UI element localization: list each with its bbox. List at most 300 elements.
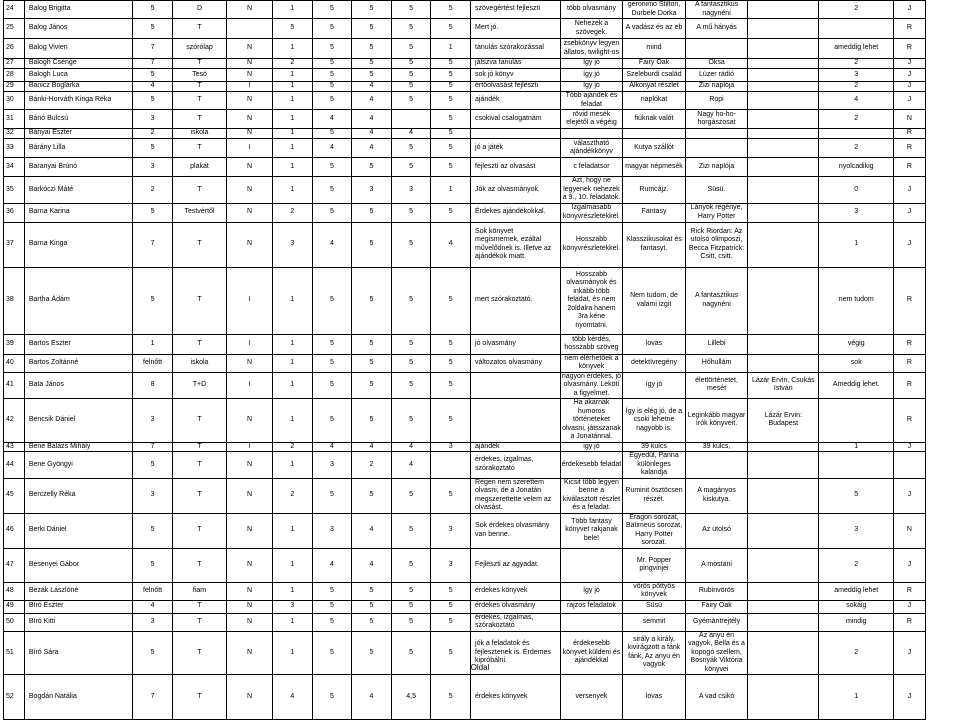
name-cell: Bene Gyöngyi <box>24 452 132 479</box>
table-cell: nem elérhetőek a könyvek <box>560 354 623 372</box>
table-cell: N <box>227 59 273 69</box>
table-cell: Fejleszti az agyadat. <box>471 548 561 582</box>
table-cell <box>748 222 819 267</box>
name-cell: Bata János <box>24 372 132 399</box>
table-cell <box>819 452 894 479</box>
table-cell: Nem tudom, de valami izgit <box>623 267 686 334</box>
table-cell: 7 <box>133 222 173 267</box>
table-body <box>4 1 957 720</box>
table-cell <box>471 399 561 443</box>
row-number-cell: 24 <box>4 1 25 19</box>
table-cell: 5 <box>352 59 392 69</box>
table-cell: Rick Riordan: Az utolsó olimposzi, Becca Fitzpatrick: Csitt, csitt. <box>685 222 748 267</box>
name-cell: Balog Brigitta <box>24 1 132 19</box>
table-cell: 5 <box>431 69 471 82</box>
table-cell: T <box>172 399 226 443</box>
table-cell: 5 <box>312 19 352 39</box>
table-cell: geronimo Stilton, Durbele Dorka <box>623 1 686 19</box>
table-cell: végig <box>819 334 894 354</box>
table-row <box>4 613 957 631</box>
table-cell: 5 <box>133 267 173 334</box>
table-cell: Fairy Oak <box>623 59 686 69</box>
table-cell <box>748 267 819 334</box>
table-cell: 5 <box>312 59 352 69</box>
table-cell: R <box>894 399 925 443</box>
name-cell: Barkóczi Máté <box>24 177 132 204</box>
table-cell: 4 <box>352 110 392 129</box>
table-cell <box>748 139 819 158</box>
table-cell: 1 <box>272 110 312 129</box>
table-cell: 3 <box>312 452 352 479</box>
table-cell: 1 <box>819 442 894 452</box>
table-cell: R <box>894 139 925 158</box>
table-cell: T <box>172 631 226 675</box>
table-cell: 5 <box>133 1 173 19</box>
table-cell: R <box>894 158 925 177</box>
table-cell: D <box>172 1 226 19</box>
name-cell: Baranyai Brúnó <box>24 158 132 177</box>
table-cell: 5 <box>431 354 471 372</box>
table-cell: 2 <box>272 203 312 222</box>
name-cell: Balogh Luca <box>24 69 132 82</box>
table-cell: 4 <box>352 442 392 452</box>
table-cell: 5 <box>312 613 352 631</box>
table-cell: 1 <box>272 39 312 59</box>
table-cell: Testvértől <box>172 203 226 222</box>
table-cell: Így is elég jó, de a csoki lehetne nagyobb is. <box>623 399 686 443</box>
name-cell: Balogh Csenge <box>24 59 132 69</box>
table-cell: így jó <box>623 372 686 399</box>
table-cell: 1 <box>272 452 312 479</box>
table-cell: T <box>172 675 226 720</box>
table-cell <box>748 478 819 513</box>
table-cell: érdekes olvasmány <box>471 600 561 613</box>
table-cell: 5 <box>352 334 392 354</box>
table-cell <box>685 39 748 59</box>
table-cell: 5 <box>133 139 173 158</box>
table-cell: naplókat <box>623 92 686 110</box>
table-cell: Tesó <box>172 69 226 82</box>
name-cell: Bencsik Dániel <box>24 399 132 443</box>
row-number-cell: 46 <box>4 513 25 548</box>
table-cell <box>748 19 819 39</box>
table-cell: Ruminit ösztöcsen részét. <box>623 478 686 513</box>
table-row <box>4 222 957 267</box>
row-number-cell: 41 <box>4 372 25 399</box>
table-cell: Hosszabb könyvrészletekkel. <box>560 222 623 267</box>
table-cell: Sok könyvet megismernek, ezáltal művelődnek is. Illetve az ajándékok miatt. <box>471 222 561 267</box>
table-cell: sok jó könyv <box>471 69 561 82</box>
table-cell: N <box>894 110 925 129</box>
table-cell: érdekes, izgalmas, szórakoztató <box>471 452 561 479</box>
table-cell <box>227 19 273 39</box>
table-cell <box>748 110 819 129</box>
table-cell: 5 <box>352 399 392 443</box>
table-cell: 5 <box>352 158 392 177</box>
table-cell: 5 <box>312 399 352 443</box>
table-cell: R <box>894 334 925 354</box>
table-cell: Izgalmasabb könyvrészletekkel. <box>560 203 623 222</box>
table-cell: N <box>227 478 273 513</box>
table-cell: T <box>172 177 226 204</box>
table-cell: Azt, hogy ne legyenek nehezek a 9., 10. feladatok. <box>560 177 623 204</box>
table-cell: jó a játék <box>471 139 561 158</box>
table-cell: iskola <box>172 129 226 139</box>
table-cell: 2 <box>272 59 312 69</box>
table-cell: Hőhullám <box>685 354 748 372</box>
table-cell: R <box>894 19 925 39</box>
table-cell: T <box>172 442 226 452</box>
table-cell: ajándék <box>471 442 561 452</box>
table-cell: 5 <box>391 69 431 82</box>
table-cell: 5 <box>312 267 352 334</box>
table-cell: I <box>227 267 273 334</box>
table-cell: rajzos feladatok <box>560 600 623 613</box>
table-cell <box>748 129 819 139</box>
name-cell: Balog Vivien <box>24 39 132 59</box>
table-cell: N <box>227 222 273 267</box>
table-cell: 4,5 <box>391 675 431 720</box>
table-cell <box>819 19 894 39</box>
table-cell: 5 <box>352 582 392 600</box>
table-cell: Lúzer rádió <box>685 69 748 82</box>
name-cell: Barna Kinga <box>24 222 132 267</box>
row-number-cell: 40 <box>4 354 25 372</box>
table-cell: 5 <box>312 39 352 59</box>
table-cell: 7 <box>133 675 173 720</box>
table-cell: 3 <box>133 613 173 631</box>
table-cell: 5 <box>391 354 431 372</box>
table-cell: Nehezek a szövegek. <box>560 19 623 39</box>
table-cell: fiam <box>172 582 226 600</box>
table-cell: 5 <box>431 582 471 600</box>
table-cell: Ameddig lehet. <box>819 372 894 399</box>
table-cell: Több fantasy könyvet rakjanak bele! <box>560 513 623 548</box>
table-cell: T <box>172 82 226 92</box>
table-cell: 5 <box>391 222 431 267</box>
table-cell: R <box>894 372 925 399</box>
table-cell: 5 <box>431 92 471 110</box>
table-cell: 5 <box>133 548 173 582</box>
table-cell: T <box>172 600 226 613</box>
table-row <box>4 354 957 372</box>
table-cell: Nagy ho-ho-horgászosat <box>685 110 748 129</box>
table-cell: 3 <box>133 110 173 129</box>
table-row <box>4 82 957 92</box>
table-cell: J <box>894 442 925 452</box>
table-cell: rövid mesék elejétől a végéig <box>560 110 623 129</box>
table-cell: Lázár Ervin, Csukás István <box>748 372 819 399</box>
table-cell: 5 <box>312 334 352 354</box>
table-cell: 5 <box>133 19 173 39</box>
table-cell: Eragon sorozat, Batimeus sorozat, Harry Potter sorozat. <box>623 513 686 548</box>
table-cell: 5 <box>431 158 471 177</box>
table-cell <box>748 203 819 222</box>
table-cell <box>748 39 819 59</box>
table-cell: T <box>172 548 226 582</box>
table-cell: fiúknak valót <box>623 110 686 129</box>
table-row <box>4 675 957 720</box>
table-cell: 5 <box>312 129 352 139</box>
table-cell: 5 <box>431 139 471 158</box>
table-cell: 5 <box>312 372 352 399</box>
table-cell: 5 <box>431 675 471 720</box>
table-cell: 5 <box>431 19 471 39</box>
table-cell: Mert jó. <box>471 19 561 39</box>
table-cell: R <box>894 613 925 631</box>
table-cell: Szeleburdi család <box>623 69 686 82</box>
table-cell: 5 <box>391 600 431 613</box>
table-cell: 5 <box>391 613 431 631</box>
table-cell: 5 <box>352 203 392 222</box>
table-cell: iskola <box>172 354 226 372</box>
name-cell: Berczelly Réka <box>24 478 132 513</box>
table-cell: 2 <box>819 1 894 19</box>
table-cell: 1 <box>272 548 312 582</box>
table-cell: T <box>172 222 226 267</box>
table-row <box>4 582 957 600</box>
table-cell: T <box>172 19 226 39</box>
table-cell: vörös pöttyös könyvek <box>623 582 686 600</box>
table-cell: 5 <box>391 582 431 600</box>
name-cell: Bogdán Natália <box>24 675 132 720</box>
table-cell: I <box>227 139 273 158</box>
table-cell: J <box>894 478 925 513</box>
table-cell: lovas <box>623 675 686 720</box>
table-cell: 5 <box>352 39 392 59</box>
row-number-cell: 28 <box>4 69 25 82</box>
table-cell: N <box>227 203 273 222</box>
table-cell: 4 <box>133 600 173 613</box>
table-row <box>4 69 957 82</box>
table-cell: c feladatsor <box>560 158 623 177</box>
table-cell: N <box>227 548 273 582</box>
table-cell: 1 <box>272 631 312 675</box>
table-row <box>4 158 957 177</box>
table-cell: mindig <box>819 613 894 631</box>
table-cell: 4 <box>391 442 431 452</box>
table-cell: 5 <box>352 69 392 82</box>
table-cell: értőolvasást fejleszti <box>471 82 561 92</box>
table-cell: érdekesebb feladat <box>560 452 623 479</box>
table-cell: Ha akarnak humoros történeteket olvasni, játsszanak a Jonatánnal. <box>562 399 621 440</box>
table-row <box>4 1 957 19</box>
table-row <box>4 267 957 334</box>
table-cell: 5 <box>312 582 352 600</box>
table-cell: 7 <box>133 59 173 69</box>
table-cell: N <box>227 631 273 675</box>
table-cell: 4 <box>352 139 392 158</box>
table-cell: érdekesebb könyvet küldeni és ajándékkal <box>560 631 623 675</box>
table-cell: 4 <box>352 675 392 720</box>
name-cell: Bíró Eszter <box>24 600 132 613</box>
table-cell: 5 <box>819 478 894 513</box>
table-cell: 3 <box>431 513 471 548</box>
table-cell: 4 <box>272 675 312 720</box>
table-cell: 5 <box>133 513 173 548</box>
table-cell: 5 <box>431 59 471 69</box>
table-cell: I <box>227 372 273 399</box>
table-row <box>4 139 957 158</box>
table-cell: R <box>894 129 925 139</box>
table-cell <box>560 548 623 582</box>
table-cell: 5 <box>352 354 392 372</box>
table-cell: 2 <box>133 177 173 204</box>
table-cell: N <box>227 158 273 177</box>
table-cell: 2 <box>819 548 894 582</box>
table-row <box>4 452 957 479</box>
table-cell: 5 <box>352 600 392 613</box>
table-cell: 5 <box>352 613 392 631</box>
table-cell: több kérdés, hosszabb szöveg <box>560 334 623 354</box>
table-cell: Kicsit több legyen benne a kiválasztott részlet és a feladat. <box>560 478 623 513</box>
table-cell: játszva tanulás <box>471 59 561 69</box>
table-cell: N <box>227 92 273 110</box>
table-cell: érdekes könyvek <box>471 675 561 720</box>
row-number-cell: 38 <box>4 267 25 334</box>
table-cell: 39 kulcs, <box>685 442 748 452</box>
table-cell: 5 <box>431 110 471 129</box>
table-cell: 4 <box>352 513 392 548</box>
name-cell: Bíró Sára <box>24 631 132 675</box>
table-cell: 1 <box>272 334 312 354</box>
table-cell: 4 <box>133 82 173 92</box>
table-cell: 3 <box>819 69 894 82</box>
table-cell: A fantasztikus nagynéni <box>685 267 748 334</box>
name-cell: Balog János <box>24 19 132 39</box>
table-cell: 5 <box>312 675 352 720</box>
page-footer: Oldal <box>470 663 490 672</box>
table-cell: 5 <box>352 478 392 513</box>
table-cell: 5 <box>391 372 431 399</box>
table-cell <box>748 452 819 479</box>
table-cell: 1 <box>819 222 894 267</box>
table-cell: 3 <box>133 478 173 513</box>
name-cell: Bene Balázs Mihály <box>24 442 132 452</box>
table-row <box>4 372 957 399</box>
table-cell: N <box>227 177 273 204</box>
table-cell: 4 <box>352 92 392 110</box>
table-cell: Klasszikusokat és fantasyt. <box>623 222 686 267</box>
table-row <box>4 399 957 443</box>
table-cell: T <box>172 452 226 479</box>
table-cell <box>748 442 819 452</box>
table-cell: J <box>894 203 925 222</box>
table-cell: J <box>894 631 925 675</box>
table-cell: 2 <box>352 452 392 479</box>
table-cell: 5 <box>272 19 312 39</box>
table-cell: nagyon érdekes, jó olvasmány. Lekötí a figyelmet. <box>561 372 622 397</box>
table-cell: 3 <box>352 177 392 204</box>
table-cell: 5 <box>312 478 352 513</box>
table-cell: Egyedül, Panna különleges kalandja <box>623 452 686 479</box>
table-cell: 2 <box>819 631 894 675</box>
table-cell <box>471 372 561 399</box>
table-cell: 4 <box>312 548 352 582</box>
table-cell: 4 <box>352 548 392 582</box>
table-cell: 5 <box>312 354 352 372</box>
table-cell: N <box>227 129 273 139</box>
table-row <box>4 129 957 139</box>
row-number-cell: 49 <box>4 600 25 613</box>
table-cell: J <box>894 548 925 582</box>
table-cell: 5 <box>352 372 392 399</box>
table-cell: Régen nem szerettem olvasni, de a Jonatán megszerettette velem az olvasást. <box>471 478 561 513</box>
table-cell: 4 <box>312 442 352 452</box>
row-number-cell: 25 <box>4 19 25 39</box>
table-row <box>4 177 957 204</box>
table-cell: 5 <box>391 39 431 59</box>
table-cell <box>685 139 748 158</box>
table-cell <box>685 129 748 139</box>
table-cell: Az utolsó <box>685 513 748 548</box>
table-cell: nyolcadikig <box>819 158 894 177</box>
table-cell: változatos olvasmány <box>471 354 561 372</box>
table-cell: 5 <box>312 600 352 613</box>
table-cell: N <box>227 110 273 129</box>
table-cell: R <box>894 354 925 372</box>
table-cell: magyar népmesék <box>623 158 686 177</box>
table-cell: 2 <box>272 442 312 452</box>
table-cell: T <box>172 92 226 110</box>
table-cell: 2 <box>819 82 894 92</box>
table-cell: 1 <box>272 177 312 204</box>
table-cell: T <box>172 110 226 129</box>
table-cell: 5 <box>391 139 431 158</box>
table-cell: 3 <box>312 513 352 548</box>
table-cell: N <box>227 399 273 443</box>
table-cell: 5 <box>391 631 431 675</box>
table-cell: Több ajándék és feladat <box>560 92 623 110</box>
table-cell: 1 <box>272 92 312 110</box>
table-cell: T <box>172 478 226 513</box>
table-row <box>4 334 957 354</box>
table-cell: 5 <box>391 203 431 222</box>
table-cell <box>894 452 925 479</box>
table-cell: 8 <box>133 372 173 399</box>
table-cell: N <box>227 675 273 720</box>
table-cell: 5 <box>391 399 431 443</box>
table-cell: 5 <box>431 372 471 399</box>
table-cell: J <box>894 177 925 204</box>
table-cell: 1 <box>272 372 312 399</box>
table-cell <box>748 613 819 631</box>
table-cell: sokáig <box>819 600 894 613</box>
table-cell: 5 <box>391 267 431 334</box>
name-cell: Bartos Eszter <box>24 334 132 354</box>
table-cell: 1 <box>133 334 173 354</box>
table-cell: Ropi <box>685 92 748 110</box>
table-cell: csokival csalogatnám <box>471 110 561 129</box>
row-number-cell: 34 <box>4 158 25 177</box>
table-cell: 1 <box>272 582 312 600</box>
table-cell: szórólap <box>172 39 226 59</box>
table-cell: 5 <box>133 203 173 222</box>
row-number-cell: 29 <box>4 82 25 92</box>
row-number-cell: 39 <box>4 334 25 354</box>
table-cell: 5 <box>312 92 352 110</box>
table-cell: 4 <box>312 110 352 129</box>
table-cell: J <box>894 59 925 69</box>
name-cell: Bíró Kitti <box>24 613 132 631</box>
table-cell: 4 <box>312 222 352 267</box>
table-cell: 5 <box>312 631 352 675</box>
table-cell: 3 <box>431 442 471 452</box>
table-cell: T <box>172 334 226 354</box>
table-cell: 5 <box>431 631 471 675</box>
table-cell: 1 <box>431 177 471 204</box>
name-cell: Bartos Zoltánné <box>24 354 132 372</box>
